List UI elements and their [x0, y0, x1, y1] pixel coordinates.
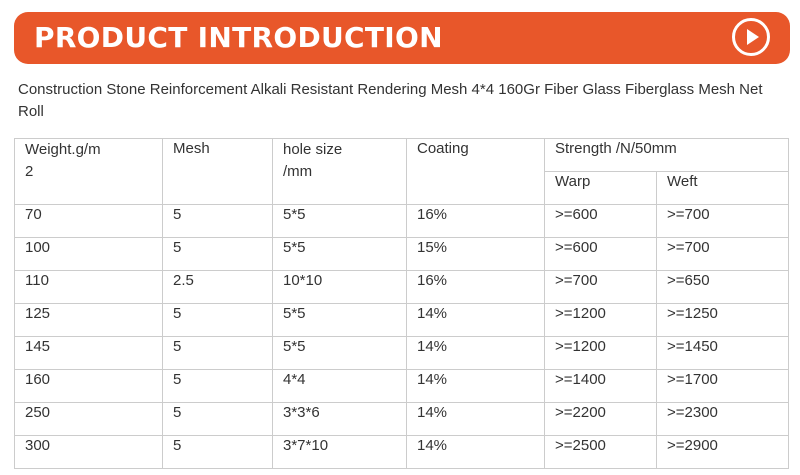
header-weight	[15, 139, 163, 205]
cell-mesh: 5	[163, 304, 273, 337]
table-header-row	[15, 139, 789, 172]
cell-hole-size: 5*5	[273, 205, 407, 238]
table-row	[15, 304, 789, 337]
banner-title: PRODUCT INTRODUCTION	[34, 21, 443, 54]
header-strength: Strength /N/50mm	[545, 139, 789, 172]
cell-warp: >=1400	[545, 370, 657, 403]
cell-mesh: 5	[163, 370, 273, 403]
table-row	[15, 436, 789, 469]
cell-coating: 14%	[407, 436, 545, 469]
cell-warp: >=1200	[545, 304, 657, 337]
cell-weft: >=1450	[657, 337, 789, 370]
cell-coating: 16%	[407, 205, 545, 238]
cell-weight: 70	[15, 205, 163, 238]
cell-weight: 110	[15, 271, 163, 304]
table-row	[15, 370, 789, 403]
header-mesh: Mesh	[163, 139, 273, 205]
cell-warp: >=2200	[545, 403, 657, 436]
header-weft: Weft	[657, 172, 789, 205]
cell-weft: >=1250	[657, 304, 789, 337]
cell-weft: >=700	[657, 205, 789, 238]
table-row	[15, 205, 789, 238]
header-hole-size-label: hole size /mm	[283, 141, 343, 180]
table-row	[15, 403, 789, 436]
header-warp: Warp	[545, 172, 657, 205]
cell-weight: 145	[15, 337, 163, 370]
cell-hole-size: 5*5	[273, 337, 407, 370]
cell-weight: 100	[15, 238, 163, 271]
cell-weft: >=650	[657, 271, 789, 304]
cell-mesh: 2.5	[163, 271, 273, 304]
cell-weft: >=2900	[657, 436, 789, 469]
cell-coating: 14%	[407, 304, 545, 337]
cell-coating: 14%	[407, 370, 545, 403]
cell-hole-size: 5*5	[273, 238, 407, 271]
cell-warp: >=2500	[545, 436, 657, 469]
cell-mesh: 5	[163, 403, 273, 436]
cell-hole-size: 3*3*6	[273, 403, 407, 436]
table-body	[15, 205, 789, 469]
cell-coating: 14%	[407, 337, 545, 370]
header-coating: Coating	[407, 139, 545, 205]
table-row	[15, 337, 789, 370]
cell-weight: 160	[15, 370, 163, 403]
cell-weight: 250	[15, 403, 163, 436]
cell-warp: >=600	[545, 205, 657, 238]
cell-weft: >=2300	[657, 403, 789, 436]
cell-warp: >=600	[545, 238, 657, 271]
cell-hole-size: 5*5	[273, 304, 407, 337]
cell-warp: >=700	[545, 271, 657, 304]
cell-coating: 15%	[407, 238, 545, 271]
play-button[interactable]	[732, 18, 770, 56]
cell-coating: 16%	[407, 271, 545, 304]
product-intro-banner	[14, 12, 790, 64]
cell-weft: >=700	[657, 238, 789, 271]
table-row	[15, 271, 789, 304]
cell-weight: 300	[15, 436, 163, 469]
cell-hole-size: 4*4	[273, 370, 407, 403]
cell-mesh: 5	[163, 436, 273, 469]
play-circle-icon	[735, 21, 767, 53]
cell-mesh: 5	[163, 337, 273, 370]
table-row	[15, 238, 789, 271]
cell-mesh: 5	[163, 238, 273, 271]
cell-mesh: 5	[163, 205, 273, 238]
cell-coating: 14%	[407, 403, 545, 436]
product-description: Construction Stone Reinforcement Alkali Resistant Rendering Mesh 4*4 160Gr Fiber Glass Fiberglass Mesh Net Roll	[18, 81, 763, 120]
header-hole-size	[273, 139, 407, 205]
cell-weight: 125	[15, 304, 163, 337]
cell-weft: >=1700	[657, 370, 789, 403]
cell-warp: >=1200	[545, 337, 657, 370]
header-weight-label: Weight.g/m 2	[25, 141, 101, 180]
cell-hole-size: 3*7*10	[273, 436, 407, 469]
cell-hole-size: 10*10	[273, 271, 407, 304]
spec-table	[14, 138, 789, 469]
